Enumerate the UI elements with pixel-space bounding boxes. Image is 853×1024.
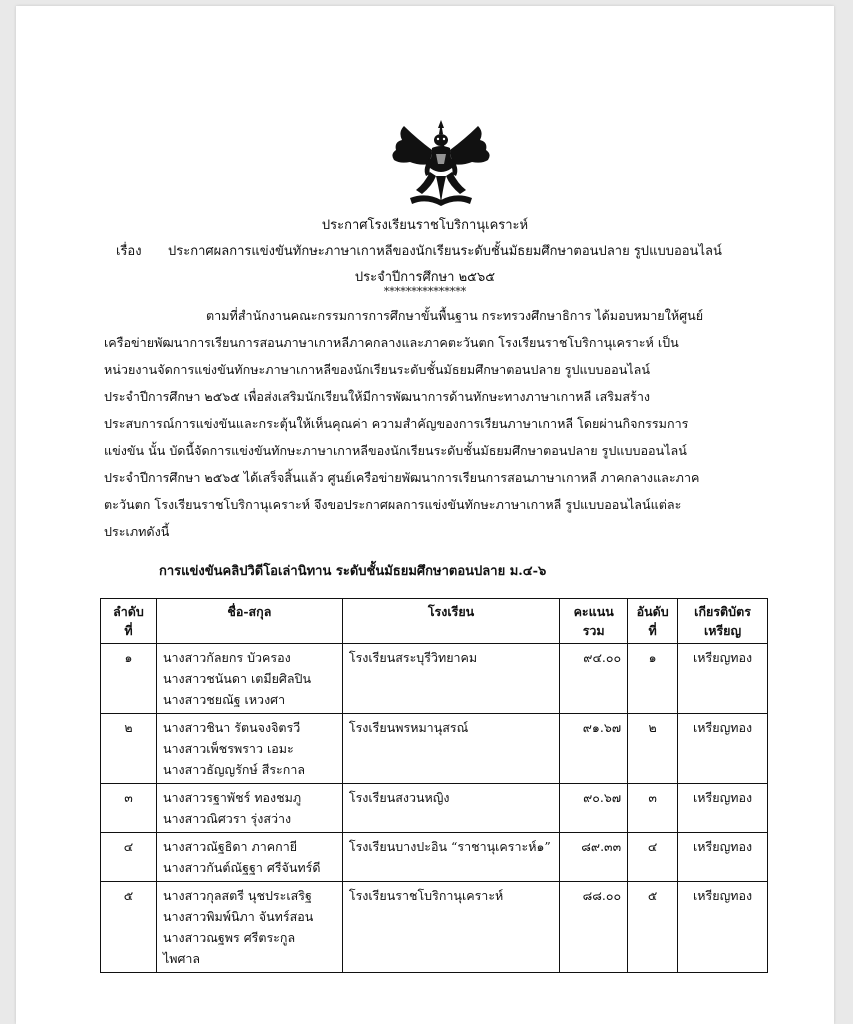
table-row — [101, 784, 768, 833]
student-name: นางสาวเพ็ชรพราว เอมะ — [162, 741, 294, 756]
body-line: ประจำปีการศึกษา ๒๕๖๕ ได้เสร็จสิ้นแล้ว ศูนย์เครือข่ายพัฒนาการเรียนการสอนภาษาเกาหลี ภาคกลางและภาค — [104, 470, 700, 485]
cell-score: ๘๘.๐๐ — [560, 882, 628, 973]
body-line: ประจำปีการศึกษา ๒๕๖๕ เพื่อส่งเสริมนักเรียนให้มีการพัฒนาการด้านทักษะทางภาษาเกาหลี เสริมสร้าง — [104, 389, 651, 404]
body-line: หน่วยงานจัดการแข่งขันทักษะภาษาเกาหลีของนักเรียนระดับชั้นมัธยมศึกษาตอนปลาย รูปแบบออนไลน์ — [104, 362, 650, 377]
cell-names — [156, 714, 342, 784]
results-table — [100, 598, 768, 973]
body-line: แข่งขัน นั้น บัดนี้จัดการแข่งขันทักษะภาษาเกาหลีของนักเรียนระดับชั้นมัธยมศึกษาตอนปลาย รูปแบบออนไลน์ — [104, 443, 687, 458]
organization-title: ประกาศโรงเรียนราชโบริกานุเคราะห์ — [321, 218, 529, 233]
cell-medal: เหรียญทอง — [678, 714, 768, 784]
student-name: นางสาวกัลยกร บัวครอง — [162, 650, 291, 665]
cell-rank: ๕ — [628, 882, 678, 973]
cell-rank: ๓ — [628, 784, 678, 833]
header-score: คะแนน รวม — [560, 599, 628, 644]
header-rank: อันดับ ที่ — [628, 599, 678, 644]
cell-medal: เหรียญทอง — [678, 882, 768, 973]
student-name: นางสาวธัญญรักษ์ สีระกาล — [162, 762, 306, 777]
cell-medal: เหรียญทอง — [678, 833, 768, 882]
student-name: นางสาวณฐพร ศรีตระกูล — [162, 930, 296, 945]
cell-school: โรงเรียนสงวนหญิง — [342, 784, 559, 833]
header-no: ลำดับ ที่ — [101, 599, 157, 644]
cell-score: ๘๙.๓๓ — [560, 833, 628, 882]
table-row — [101, 644, 768, 714]
cell-rank: ๑ — [628, 644, 678, 714]
cell-medal: เหรียญทอง — [678, 644, 768, 714]
garuda-emblem-icon — [386, 118, 496, 210]
announcement-topic — [116, 240, 722, 261]
document-page — [16, 6, 834, 1024]
student-name: นางสาวรฐาพัชร์ ทองชมภู — [162, 790, 302, 805]
student-name: นางสาวณิศวรา รุ่งสว่าง — [162, 811, 292, 826]
student-name: นางสาวณัฐธิดา ภาคกายี — [162, 839, 298, 854]
topic-label: เรื่อง — [116, 244, 142, 259]
cell-school: โรงเรียนราชโบริกานุเคราะห์ — [342, 882, 559, 973]
cell-score: ๙๑.๖๗ — [560, 714, 628, 784]
cell-no: ๑ — [101, 644, 157, 714]
student-name: นางสาวพิมพ์นิภา จันทร์สอน — [162, 909, 314, 924]
table-row — [101, 714, 768, 784]
student-name: นางสาวกันต์ณัฐฐา ศรีจันทร์ดี — [162, 860, 321, 875]
header-school: โรงเรียน — [342, 599, 559, 644]
cell-school: โรงเรียนสระบุรีวิทยาคม — [342, 644, 559, 714]
body-line: ตะวันตก โรงเรียนราชโบริกานุเคราะห์ จึงขอประกาศผลการแข่งขันทักษะภาษาเกาหลี รูปแบบออนไลน์แต่ละ — [104, 497, 682, 512]
student-name: นางสาวชยณัฐ เหวงศา — [162, 692, 286, 707]
body-line: ตามที่สำนักงานคณะกรรมการการศึกษาขั้นพื้นฐาน กระทรวงศึกษาธิการ ได้มอบหมายให้ศูนย์ — [206, 308, 704, 323]
academic-year-line: ประจำปีการศึกษา ๒๕๖๕ — [354, 270, 496, 285]
student-name: นางสาวกุลสตรี นุชประเสริฐ — [162, 888, 312, 903]
student-name: นางสาวชินา รัตนจงจิตรวี — [162, 720, 301, 735]
body-line: ประสบการณ์การแข่งขันและกระตุ้นให้เห็นคุณค่า ความสำคัญของการเรียนภาษาเกาหลี โดยผ่านกิจกรรมการ — [104, 416, 689, 431]
cell-no: ๓ — [101, 784, 157, 833]
header-medal: เกียรติบัตร เหรียญ — [678, 599, 768, 644]
cell-names — [156, 784, 342, 833]
student-name: นางสาวชนันดา เตมียศิลปิน — [162, 671, 311, 686]
cell-no: ๒ — [101, 714, 157, 784]
separator-stars: *************** — [383, 285, 467, 298]
cell-school: โรงเรียนบางปะอิน “ราชานุเคราะห์๑” — [342, 833, 559, 882]
cell-no: ๕ — [101, 882, 157, 973]
cell-rank: ๒ — [628, 714, 678, 784]
cell-names — [156, 833, 342, 882]
cell-names — [156, 882, 342, 973]
section-title: การแข่งขันคลิปวิดีโอเล่านิทาน ระดับชั้นมัธยมศึกษาตอนปลาย ม.๔-๖ — [159, 564, 547, 579]
table-header-row — [101, 599, 768, 644]
cell-rank: ๔ — [628, 833, 678, 882]
cell-school: โรงเรียนพรหมานุสรณ์ — [342, 714, 559, 784]
body-line: ประเภทดังนี้ — [104, 524, 170, 539]
cell-score: ๙๔.๐๐ — [560, 644, 628, 714]
header-name: ชื่อ-สกุล — [156, 599, 342, 644]
cell-no: ๔ — [101, 833, 157, 882]
table-row — [101, 833, 768, 882]
cell-score: ๙๐.๖๗ — [560, 784, 628, 833]
student-name: ไพศาล — [162, 951, 201, 966]
cell-names — [156, 644, 342, 714]
table-row — [101, 882, 768, 973]
body-line: เครือข่ายพัฒนาการเรียนการสอนภาษาเกาหลีภาคกลางและภาคตะวันตก โรงเรียนราชโบริกานุเคราะห์ เป็น — [104, 335, 679, 350]
topic-text: ประกาศผลการแข่งขันทักษะภาษาเกาหลีของนักเรียนระดับชั้นมัธยมศึกษาตอนปลาย รูปแบบออนไลน์ — [168, 244, 722, 259]
cell-medal: เหรียญทอง — [678, 784, 768, 833]
